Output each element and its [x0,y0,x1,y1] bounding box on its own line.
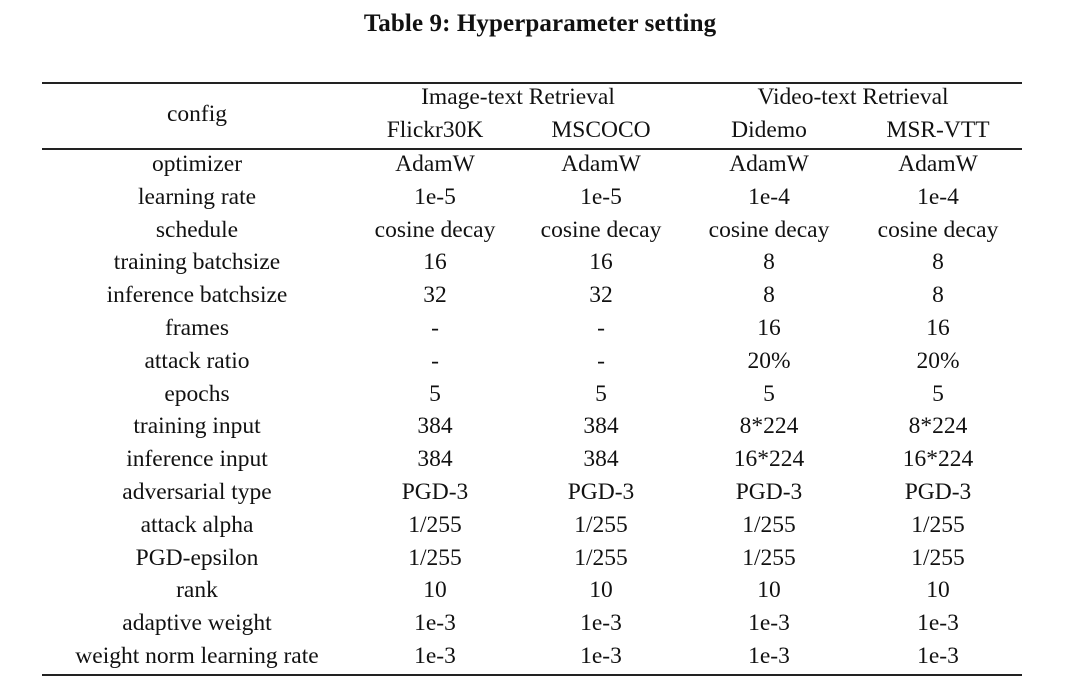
header-dataset-flickr30k: Flickr30K [386,117,484,143]
table-cell: 20% [747,347,791,374]
table-cell: 1/255 [574,511,628,538]
table-cell: AdamW [729,151,809,177]
table-cell: 5 [595,380,607,407]
bottom-rule [42,674,1022,676]
table-cell: 1e-3 [748,643,790,669]
table-cell: 5 [932,380,944,407]
row-label: rank [176,577,218,604]
header-group-image-text: Image-text Retrieval [421,84,615,110]
row-label: attack alpha [140,511,254,538]
table-cell: 32 [423,282,447,309]
table-cell: 20% [916,347,960,374]
table-cell: 384 [417,446,453,473]
row-label: epochs [164,380,230,407]
table-cell: AdamW [898,151,978,177]
row-label: adversarial type [122,479,272,505]
row-label: schedule [155,216,239,243]
row-label: training input [133,413,261,440]
table-cell: 16 [757,315,781,341]
header-config: config [166,101,228,127]
row-label: inference input [126,446,268,473]
table-cell: cosine decay [374,216,496,243]
header-dataset-msr-vtt: MSR-VTT [886,117,990,143]
table-cell: 1/255 [408,544,462,571]
table-cell: 16 [589,249,613,276]
table-cell: 1e-3 [580,610,622,637]
table-cell: - [597,347,605,374]
table-cell: 1/255 [408,511,462,538]
table-cell: 384 [417,413,453,440]
table-cell: PGD-3 [735,479,803,505]
table-cell: 1/255 [574,544,628,571]
row-label: weight norm learning rate [75,643,319,669]
table-caption: Table 9: Hyperparameter setting [363,10,717,37]
table-cell: 1e-3 [917,610,959,637]
table-cell: PGD-3 [401,479,469,505]
row-label: adaptive weight [122,610,272,637]
table-cell: 32 [589,282,613,309]
table-cell: cosine decay [540,216,662,243]
row-label: inference batchsize [106,282,288,309]
table-cell: cosine decay [877,216,999,243]
table-cell: 8*224 [739,413,799,440]
table-cell: 8 [932,249,944,276]
table-cell: 16*224 [733,446,805,473]
table-cell: 1/255 [911,511,965,538]
table-cell: 384 [583,413,619,440]
header-dataset-didemo: Didemo [731,117,807,143]
table-cell: 1e-4 [748,183,790,210]
row-label: attack ratio [144,347,250,374]
table-cell: 1e-3 [580,643,622,669]
table-cell: AdamW [395,151,475,177]
table-cell: 8 [932,282,944,309]
table-cell: 1e-5 [580,183,622,210]
row-label: optimizer [151,151,243,177]
table-cell: 1e-3 [748,610,790,637]
table-cell: 1e-5 [414,183,456,210]
table-cell: PGD-3 [904,479,972,505]
table-cell: 10 [757,577,781,604]
table-cell: - [597,315,605,341]
table-cell: AdamW [561,151,641,177]
table-cell: 1e-3 [917,643,959,669]
table-cell: - [431,315,439,341]
table-cell: 5 [763,380,775,407]
table-cell: 5 [429,380,441,407]
table-cell: 1e-3 [414,643,456,669]
table-cell: - [431,347,439,374]
table-cell: 16 [926,315,950,341]
row-label: frames [165,315,229,341]
table-cell: 10 [589,577,613,604]
table-cell: PGD-3 [567,479,635,505]
row-label: learning rate [137,183,257,210]
table-cell: 16 [423,249,447,276]
table-cell: 10 [423,577,447,604]
table-cell: cosine decay [708,216,830,243]
table-cell: 1e-3 [414,610,456,637]
header-group-video-text: Video-text Retrieval [757,84,949,110]
header-dataset-mscoco: MSCOCO [551,117,651,143]
row-label: training batchsize [113,249,281,276]
table-cell: 1/255 [911,544,965,571]
table-cell: 1/255 [742,511,796,538]
table-cell: 16*224 [902,446,974,473]
table-cell: 384 [583,446,619,473]
table-cell: 1/255 [742,544,796,571]
table-cell: 8*224 [908,413,968,440]
table-cell: 1e-4 [917,183,959,210]
table-cell: 8 [763,282,775,309]
table-cell: 8 [763,249,775,276]
row-label: PGD-epsilon [135,544,259,571]
table-cell: 10 [926,577,950,604]
